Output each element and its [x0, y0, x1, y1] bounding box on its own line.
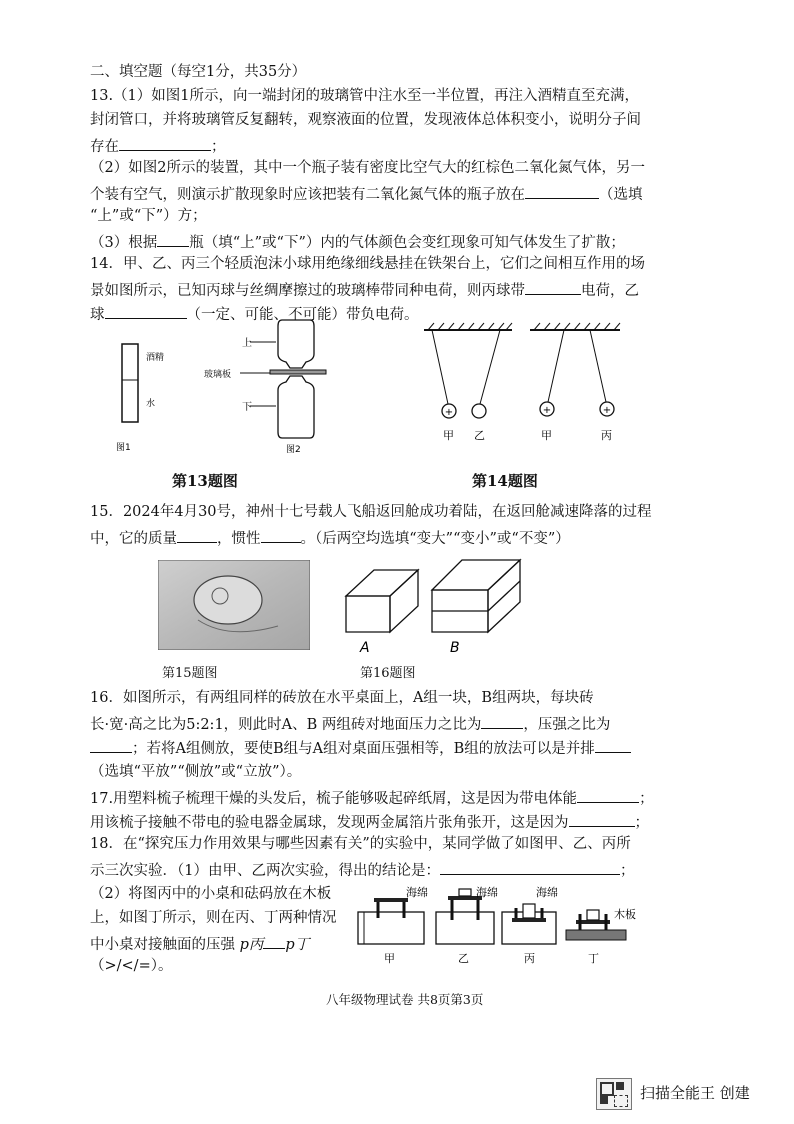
panel-jia — [358, 898, 424, 944]
glass-tube — [122, 344, 138, 422]
figure-15-photo — [158, 560, 310, 650]
q16-line2 — [90, 714, 610, 734]
q13-blank-3[interactable] — [157, 232, 189, 247]
upper-bottle — [278, 320, 314, 368]
q18-line1: 18．在“探究压力作用效果与哪些因素有关”的实验中，某同学做了如图甲、乙、丙所 — [90, 836, 631, 852]
q17-line2 — [90, 812, 649, 832]
q13-line3 — [90, 136, 226, 156]
label-water: 水 — [146, 399, 156, 409]
label-glass-plate: 玻璃板 — [204, 370, 232, 380]
q16-text-2a: 长·宽·高之比为5:2:1，则此时A、B 两组砖对地面压力之比为 — [90, 717, 482, 733]
q17-text-1b: ； — [639, 791, 654, 807]
label-yi: 乙 — [474, 429, 485, 442]
label-panel-bing: 丙 — [524, 952, 535, 965]
q16-line1: 16．如图所示，有两组同样的砖放在水平桌面上，A组一块，B组两块，每块砖 — [90, 690, 594, 706]
q15-blank-2[interactable] — [261, 528, 301, 543]
q18-blank-2[interactable] — [263, 934, 285, 949]
q18-line6: （>/</=）。 — [90, 958, 173, 974]
fig16-caption: 第16题图 — [360, 666, 416, 681]
pressure-bing: p丙 — [239, 937, 264, 953]
brick-b — [432, 560, 520, 632]
q13-line4: （2）如图2所示的装置，其中一个瓶子装有密度比空气大的红棕色二氧化氮气体，另一 — [90, 160, 645, 176]
charge-bing: + — [602, 405, 612, 416]
q17-blank-1[interactable] — [577, 788, 639, 803]
q13-blank-2[interactable] — [525, 184, 599, 199]
label-brick-a: A — [360, 640, 370, 656]
figure-14 — [418, 322, 638, 447]
q13-line6: “上”或“下”）方； — [90, 208, 207, 224]
q13-text-5a: 个装有空气，则演示扩散现象时应该把装有二氧化氮气体的瓶子放在 — [90, 187, 525, 203]
label-fig1: 图1 — [116, 443, 131, 453]
q14-text-3a: 球 — [90, 307, 105, 323]
q13-blank-1[interactable] — [119, 136, 211, 151]
ball-yi — [472, 404, 486, 418]
q15-blank-1[interactable] — [177, 528, 217, 543]
glass-plate — [270, 370, 326, 374]
q15-text-2c: 。（后两空均选填“变大”“变小”或“不变”） — [300, 531, 570, 547]
q15-text-2b: ，惯性 — [217, 531, 261, 547]
panel-bing — [502, 904, 556, 944]
q13-text-5b: （选填 — [599, 187, 643, 203]
support-left-hatch — [428, 323, 512, 330]
figure-13 — [110, 318, 340, 463]
label-bing: 丙 — [601, 429, 612, 442]
label-sponge-1: 海绵 — [406, 886, 428, 899]
scanner-watermark: 扫描全能王 创建 — [640, 1084, 750, 1102]
q16-blank-1[interactable] — [481, 714, 523, 729]
q13-text-3b: ； — [211, 139, 226, 155]
q15-line2 — [90, 528, 570, 548]
q16-text-2b: ，压强之比为 — [523, 717, 611, 733]
fig13-caption: 第13题图 — [172, 472, 238, 490]
q16-blank-3[interactable] — [595, 738, 631, 753]
figure-18 — [352, 884, 662, 966]
label-panel-ding: 丁 — [588, 952, 599, 965]
q17-text-2a: 用该梳子接触不带电的验电器金属球，发现两金属箔片张角张开，这是因为 — [90, 815, 569, 831]
label-brick-b: B — [450, 640, 460, 656]
lower-bottle — [278, 376, 314, 438]
q17-text-1a: 17.用塑料梳子梳理干燥的头发后，梳子能够吸起碎纸屑，这是因为带电体能 — [90, 791, 578, 807]
charge-jia2: + — [542, 405, 552, 416]
q13-text-7b: 瓶（填“上”或“下”）内的气体颜色会变红现象可知气体发生了扩散； — [189, 235, 625, 251]
page-footer: 八年级物理试卷 共8页第3页 — [326, 992, 484, 1007]
q16-blank-2[interactable] — [90, 738, 132, 753]
q18-text-2b: ； — [619, 863, 635, 879]
q13-line1: 13.（1）如图1所示，向一端封闭的玻璃管中注水至一半位置，再注入酒精直至充满， — [90, 88, 640, 104]
q16-line4: （选填“平放”“侧放”或“立放”）。 — [90, 764, 302, 780]
q18-line5 — [90, 934, 309, 954]
q13-text-7a: （3）根据 — [90, 235, 158, 251]
q14-line1: 14．甲、乙、丙三个轻质泡沫小球用绝缘细线悬挂在铁架台上，它们之间相互作用的场 — [90, 256, 645, 272]
q13-text-3a: 存在 — [90, 139, 119, 155]
q14-text-2a: 景如图所示，已知丙球与丝绸摩擦过的玻璃棒带同种电荷，则丙球带 — [90, 283, 525, 299]
label-panel-yi: 乙 — [458, 952, 469, 965]
fig15-caption: 第15题图 — [162, 666, 218, 681]
q18-line4: 上，如图丁所示，则在丙、丁两种情况 — [90, 910, 337, 926]
q13-line2: 封闭管口，并将玻璃管反复翻转，观察液面的位置，发现液体总体积变小，说明分子间 — [90, 112, 641, 128]
label-lower: 下 — [242, 402, 252, 413]
q18-text-2a: 示三次实验．（1）由甲、乙两次实验，得出的结论是： — [90, 863, 440, 879]
fig14-caption: 第14题图 — [472, 472, 538, 490]
q16-line3 — [90, 738, 631, 758]
q13-line7 — [90, 232, 625, 252]
q18-text-5a: 中小桌对接触面的压强 — [90, 937, 240, 953]
label-fig2: 图2 — [286, 445, 301, 455]
label-panel-jia: 甲 — [384, 952, 395, 965]
q15-line1: 15．2024年4月30号，神州十七号载人飞船返回舱成功着陆，在返回舱减速降落的过程 — [90, 504, 652, 520]
pressure-ding: p丁 — [285, 937, 310, 953]
q14-line2 — [90, 280, 639, 300]
charge-jia: + — [444, 407, 454, 418]
figure-16 — [338, 556, 548, 656]
label-alcohol: 酒精 — [146, 353, 165, 363]
q14-blank-2[interactable] — [105, 304, 187, 319]
label-sponge-2: 海绵 — [476, 886, 498, 899]
label-jia: 甲 — [443, 429, 454, 442]
q17-line1 — [90, 788, 654, 808]
thread-jia — [432, 330, 448, 404]
q18-line3: （2）将图丙中的小桌和砝码放在木板 — [90, 886, 332, 902]
q15-text-2a: 中，它的质量 — [90, 531, 177, 547]
qr-code-icon — [596, 1078, 632, 1110]
label-jia2: 甲 — [541, 429, 552, 442]
q18-blank-1[interactable] — [440, 860, 620, 875]
support-right-hatch — [534, 323, 620, 330]
q14-text-2b: 电荷，乙 — [581, 283, 639, 299]
q17-blank-2[interactable] — [569, 812, 635, 827]
q17-text-2b: ； — [634, 815, 649, 831]
label-board: 木板 — [614, 908, 636, 921]
section-title: 二、填空题（每空1分，共35分） — [90, 64, 307, 80]
q14-text-3b: （一定、可能、不可能）带负电荷。 — [186, 307, 419, 323]
thread-bing — [590, 330, 606, 402]
thread-yi — [480, 330, 500, 404]
q13-line5 — [90, 184, 643, 204]
label-upper: 上 — [242, 338, 252, 349]
q18-line2 — [90, 860, 634, 880]
thread-jia2 — [548, 330, 564, 402]
q16-text-3a: ；若将A组侧放，要使B组与A组对桌面压强相等，B组的放法可以是并排 — [132, 741, 595, 757]
q14-blank-1[interactable] — [525, 280, 581, 295]
return-capsule — [194, 576, 262, 624]
brick-a — [346, 570, 418, 632]
label-sponge-3: 海绵 — [536, 886, 558, 899]
